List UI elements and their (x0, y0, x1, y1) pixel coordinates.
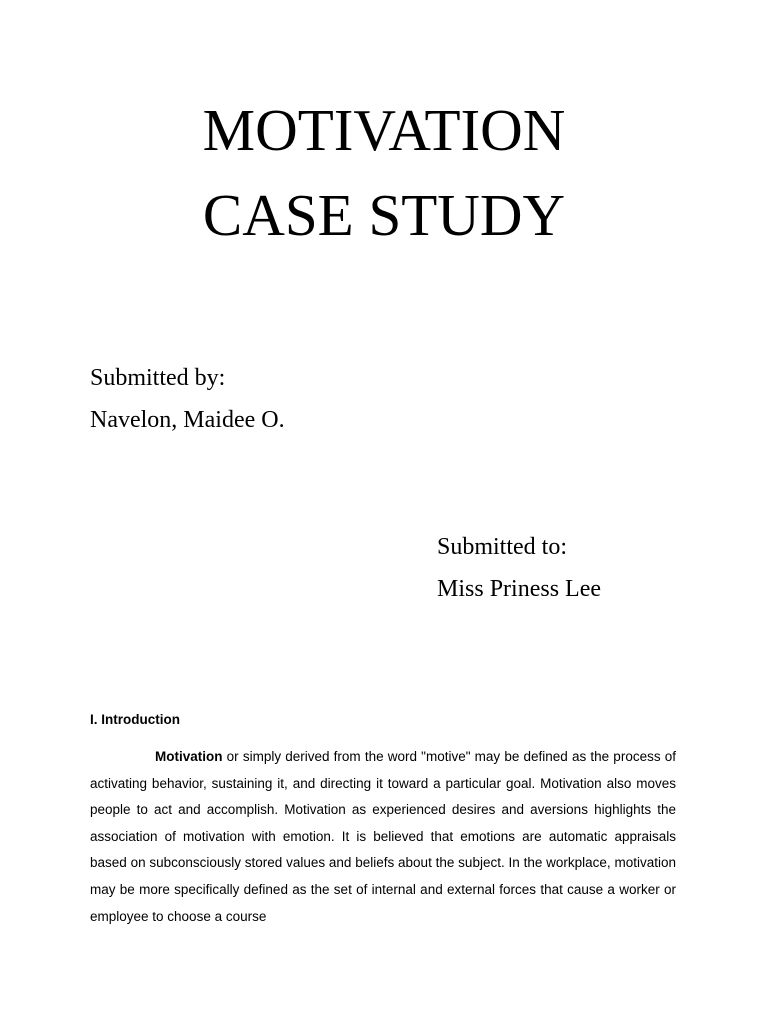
intro-body-text: or simply derived from the word "motive" may be defined as the process of activating behavior, sustaining it, and directing it toward a particular goal. Motivation also moves people to act and accomplish. Motivation as experienced desires and aversions highlights the association of motivation with emotion. It is believed that emotions are automatic appraisals based on subconsciously stored values and beliefs about the subject. In the workplace, motivation may be more specifically defined as the set of internal and external forces that cause a worker or employee to choose a course (90, 749, 676, 924)
intro-lead-term: Motivation (155, 749, 223, 764)
submitted-by-name: Navelon, Maidee O. (90, 407, 285, 433)
submitted-to-label: Submitted to: (437, 534, 568, 560)
title-line-2: CASE STUDY (202, 182, 566, 248)
section-heading-introduction: I. Introduction (90, 712, 180, 727)
title-line-1: MOTIVATION (202, 97, 566, 163)
submitted-by-label: Submitted by: (90, 365, 226, 391)
intro-paragraph (90, 744, 676, 930)
submitted-to-name: Miss Priness Lee (437, 576, 601, 602)
